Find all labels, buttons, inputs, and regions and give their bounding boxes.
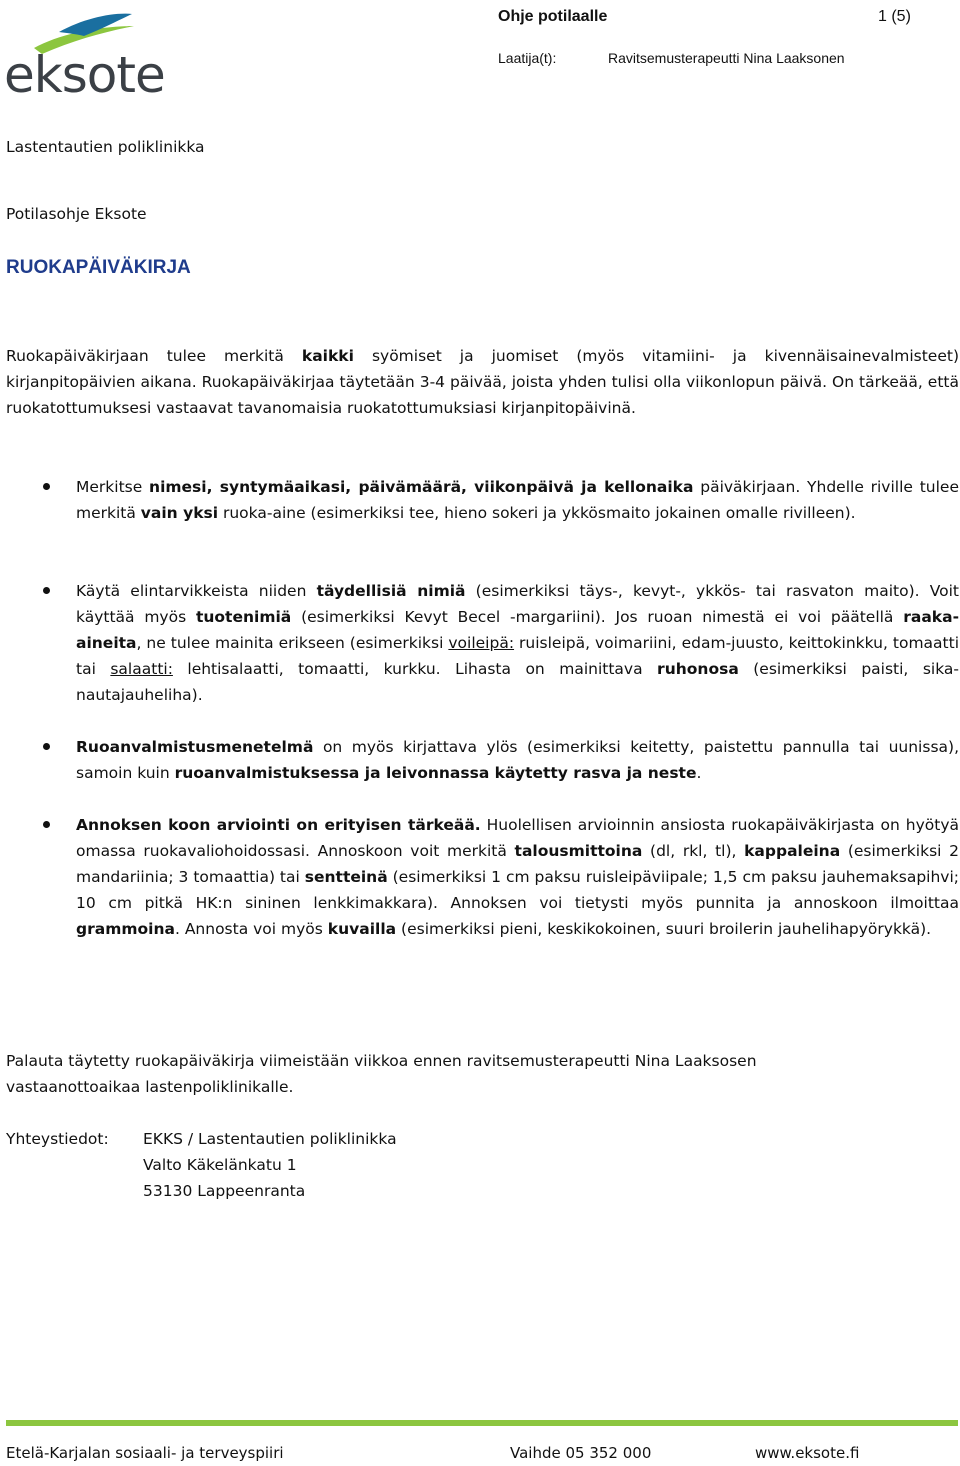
- list-text: . Annosta voi myös: [174, 920, 328, 938]
- contact-line: 53130 Lappeenranta: [143, 1182, 306, 1200]
- contact-line: Valto Käkelänkatu 1: [143, 1156, 297, 1174]
- return-note: Palauta täytetty ruokapäiväkirja viimeistään viikkoa ennen ravitsemusterapeutti Nina Laaksosen vastaanottoaikaa lastenpoliklinikalle.: [6, 1052, 757, 1096]
- list-bold: sentteinä: [304, 868, 388, 886]
- intro-paragraph: [6, 343, 959, 421]
- page-number: 1 (5): [878, 8, 911, 25]
- list-text: (dl, rkl, tl),: [642, 842, 745, 860]
- list-bold: nimesi, syntymäaikasi, päivämäärä, viikonpäivä ja kellonaika: [149, 478, 694, 496]
- list-text: (esimerkiksi Kevyt Becel -margariini). Jos ruoan nimestä ei voi päätellä: [291, 608, 904, 626]
- author-name: Ravitsemusterapeutti Nina Laaksonen: [608, 50, 845, 66]
- list-item: [76, 578, 959, 708]
- list-item: [76, 812, 959, 942]
- list-underline: voileipä:: [448, 634, 515, 652]
- footer-organization: Etelä-Karjalan sosiaali- ja terveyspiiri: [6, 1444, 284, 1462]
- intro-text-2: syömiset ja juomiset (myös vitamiini- ja kivennäisainevalmisteet) kirjanpitopäivien aikana. Ruokapäiväkirjaa täytetään 3-4 päivää, joista yhden tulisi olla viikonlopun päivä. On tärkeää, että ruokatottumuksesi vastaavat tavanomaisia ruokatottumuksiasi kirjanpitopäivinä.: [6, 347, 960, 417]
- list-text: Merkitse: [76, 478, 150, 496]
- list-text: , ne tulee mainita erikseen (esimerkiksi: [136, 634, 449, 652]
- list-bold: täydellisiä nimiä: [316, 582, 466, 600]
- contact-line: EKKS / Lastentautien poliklinikka: [143, 1130, 397, 1148]
- list-bold: kappaleina: [744, 842, 841, 860]
- footer-website[interactable]: www.eksote.fi: [755, 1444, 860, 1462]
- footer-phone: Vaihde 05 352 000: [510, 1444, 652, 1462]
- list-text: ruisleipä, voimariini, edam-juusto, keittokinkku, tomaatti tai: [76, 634, 959, 678]
- eksote-logo: [4, 6, 165, 106]
- list-bold: ruoanvalmistuksessa ja leivonnassa käytetty rasva ja neste: [174, 764, 697, 782]
- list-bold: grammoina: [76, 920, 175, 938]
- bullet-icon: [43, 821, 50, 828]
- list-item: [76, 474, 959, 526]
- bullet-icon: [43, 743, 50, 750]
- contact-label: Yhteystiedot:: [6, 1130, 109, 1148]
- list-bold: raaka-aineita: [76, 608, 959, 652]
- list-text: Huolellisen arvioinnin ansiosta ruokapäiväkirjasta on hyötyä omassa ruokavaliohoidossasi. Annoskoon voit merkitä: [76, 816, 959, 860]
- list-bold: talousmittoina: [514, 842, 643, 860]
- list-text: (esimerkiksi 2 mandariinia; 3 tomaattia) tai: [76, 842, 959, 886]
- list-bold: Annoksen koon arviointi on erityisen tärkeää.: [76, 816, 481, 834]
- list-text: lehtisalaatti, tomaatti, kurkku. Lihasta on mainittava: [172, 660, 658, 678]
- list-text: Käytä elintarvikkeista niiden: [76, 582, 317, 600]
- contact-details: [143, 1126, 397, 1204]
- list-bold: kuvailla: [327, 920, 397, 938]
- intro-text-1: Ruokapäiväkirjaan tulee merkitä: [6, 347, 302, 365]
- list-text: (esimerkiksi pieni, keskikokoinen, suuri broilerin jauhelihapyörykkä).: [396, 920, 932, 938]
- list-underline: salaatti:: [110, 660, 173, 678]
- logo-text: eksote: [4, 46, 165, 104]
- author-label: Laatija(t):: [498, 50, 557, 66]
- document-label: Potilasohje Eksote: [6, 205, 147, 223]
- list-bold: Ruoanvalmistusmenetelmä: [76, 738, 314, 756]
- intro-bold: kaikki: [301, 347, 354, 365]
- list-text: päiväkirjaan. Yhdelle riville tulee merkitä: [76, 478, 959, 522]
- list-text: on myös kirjattava ylös (esimerkiksi keitetty, paistettu pannulla tai uunissa), samoin kuin: [76, 738, 959, 782]
- bullet-icon: [43, 587, 50, 594]
- list-item: [76, 734, 959, 786]
- page-title: RUOKAPÄIVÄKIRJA: [6, 257, 191, 278]
- list-text: (esimerkiksi 1 cm paksu ruisleipäviipale; 1,5 cm paksu jauhemaksapihvi; 10 cm pitkä HK:n sininen lenkkimakkara). Annoksen voi tietysti myös punnita ja annoskoon ilmoittaa: [76, 868, 959, 912]
- document-type: Ohje potilaalle: [498, 8, 608, 25]
- list-bold: tuotenimiä: [195, 608, 292, 626]
- list-bold: vain yksi: [140, 504, 219, 522]
- bullet-icon: [43, 483, 50, 490]
- unit-name: Lastentautien poliklinikka: [6, 138, 205, 156]
- footer-divider: [6, 1420, 958, 1426]
- list-text: ruoka-aine (esimerkiksi tee, hieno sokeri ja ykkösmaito jokainen omalle rivilleen).: [218, 504, 856, 522]
- list-bold: ruhonosa: [657, 660, 739, 678]
- list-text: .: [696, 764, 702, 782]
- list-text: (esimerkiksi paisti, sika-nautajauheliha).: [76, 660, 959, 704]
- list-text: (esimerkiksi täys-, kevyt-, ykkös- tai rasvaton maito). Voit käyttää myös: [76, 582, 959, 626]
